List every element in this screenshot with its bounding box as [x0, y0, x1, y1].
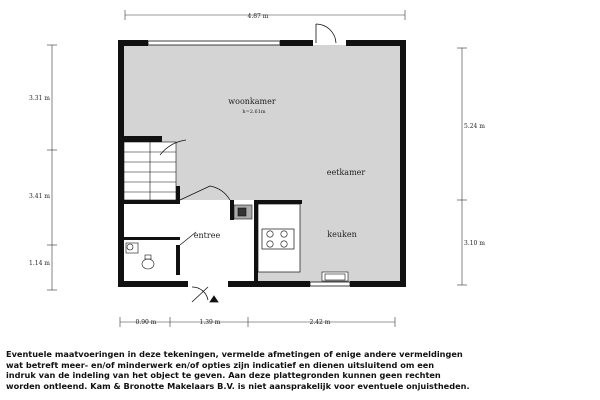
- meter-cupboard: [234, 205, 252, 219]
- front-door: [192, 287, 218, 302]
- staircase: [124, 142, 176, 200]
- disclaimer-line-4: worden ontleend. Kam & Bronotte Makelaars B.V. is niet aansprakelijk voor eventuele onjuistheden.: [6, 380, 470, 391]
- door-top: [316, 24, 336, 43]
- kitchen-counter: [258, 204, 300, 272]
- dimension-right: [457, 48, 467, 285]
- dim-right-upper: 5.24 m: [464, 123, 485, 130]
- dimension-bottom: [120, 317, 395, 327]
- room-woonkamer: woonkamer: [228, 97, 276, 106]
- dimension-left: [47, 45, 57, 290]
- disclaimer: [6, 349, 596, 391]
- room-woonkamer-height: h=2.61m: [242, 109, 266, 115]
- room-keuken: keuken: [327, 230, 357, 239]
- disclaimer-line-1: Eventuele maatvoeringen in deze tekeningen, vermelde afmetingen of enige andere vermeldingen: [6, 349, 463, 359]
- sink-icon: [322, 272, 348, 281]
- dim-bottom-left: 0.90 m: [135, 319, 157, 326]
- dim-top-width: 4.87 m: [247, 13, 269, 20]
- room-entree: entree: [193, 231, 221, 240]
- dim-left-lower: 1.14 m: [29, 260, 50, 267]
- dim-left-upper: 3.31 m: [29, 95, 50, 102]
- dim-left-middle: 3.41 m: [29, 193, 50, 200]
- window-bottom: [310, 282, 350, 286]
- window-top: [148, 41, 280, 45]
- stair-wall: [124, 136, 162, 142]
- room-eetkamer: eetkamer: [326, 168, 366, 177]
- dim-bottom-right: 2.42 m: [309, 319, 331, 326]
- dim-bottom-middle: 1.39 m: [199, 319, 221, 326]
- dim-right-lower: 3.10 m: [464, 240, 485, 247]
- disclaimer-line-2: wat betreft meer- en/of minderwerk en/of opties zijn indicatief en dienen uitsluitend om een: [6, 359, 435, 370]
- disclaimer-line-3: indruk van de indeling van het object te geven. Aan deze plattegronden kunnen geen rechten: [6, 370, 441, 381]
